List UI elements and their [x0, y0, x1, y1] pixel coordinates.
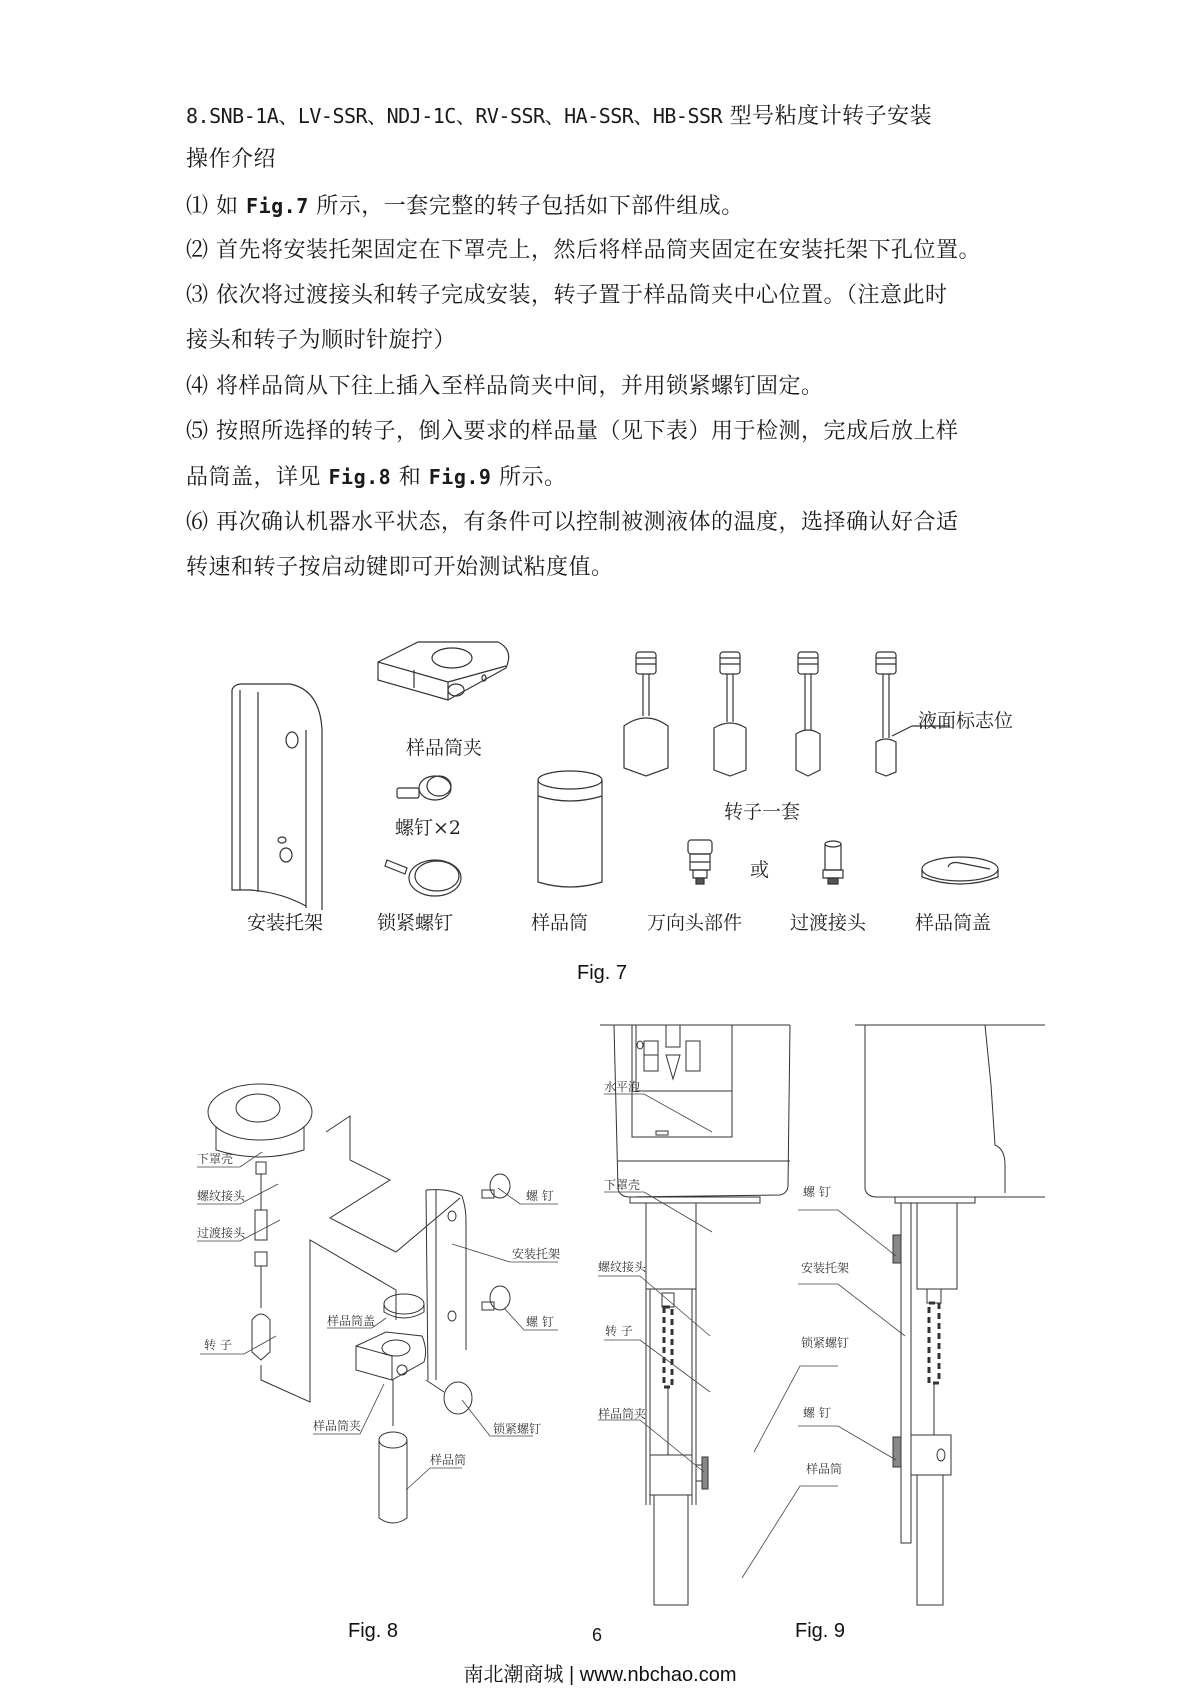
fig-ref: Fig.7 — [246, 194, 309, 218]
fig8-label-cup-lid: 样品筒盖 — [327, 1314, 376, 1328]
fig9-label-thread-joint: 螺纹接头 — [598, 1260, 647, 1274]
fig9-label-level-bubble: 水平泡 — [604, 1080, 641, 1094]
step-1: ⑴ 如 Fig.7 所示，一套完整的转子包括如下部件组成。 — [186, 194, 744, 219]
fig8-caption: Fig. 8 — [348, 1620, 399, 1642]
fig8-label-screw-top: 螺 钉 — [526, 1189, 554, 1203]
fig9-caption: Fig. 9 — [795, 1620, 846, 1642]
site-footer: 南北潮商城 | www.nbchao.com — [463, 1664, 737, 1686]
fig9-label-rotor: 转 子 — [605, 1324, 633, 1338]
step-3: ⑶ 依次将过渡接头和转子完成安装，转子置于样品筒夹中心位置。（注意此时 — [186, 283, 948, 308]
label-bracket: 安装托架 — [247, 912, 324, 934]
section-heading-cont: 操作介绍 — [186, 147, 277, 172]
label-cup: 样品筒 — [531, 912, 589, 934]
label-lock-screw: 锁紧螺钉 — [377, 912, 454, 934]
fig8-label-lower-cover: 下罩壳 — [197, 1152, 234, 1166]
label-clamp: 样品筒夹 — [406, 737, 483, 759]
fig-ref: Fig.8 — [328, 465, 392, 489]
model-list: SNB-1A、LV-SSR、NDJ-1C、RV-SSR、HA-SSR、HB-SSR — [209, 104, 723, 128]
label-rotor-set: 转子一套 — [724, 801, 801, 823]
fig9-label-lock-screw: 锁紧螺钉 — [801, 1336, 850, 1350]
fig8-label-clamp: 样品筒夹 — [313, 1419, 362, 1433]
label-screw-x2: 螺钉×2 — [395, 817, 462, 839]
fig9-label-screw-bottom: 螺 钉 — [803, 1406, 831, 1420]
fig9-label-screw-top: 螺 钉 — [803, 1185, 831, 1199]
step-4: ⑷ 将样品筒从下往上插入至样品筒夹中间，并用锁紧螺钉固定。 — [186, 374, 824, 399]
fig8-label-cup: 样品筒 — [430, 1453, 467, 1467]
fig8-label-thread-joint: 螺纹接头 — [197, 1189, 246, 1203]
page-number: 6 — [592, 1625, 603, 1645]
step-2: ⑵ 首先将安装托架固定在下罩壳上，然后将样品筒夹固定在安装托架下孔位置。 — [186, 238, 982, 263]
fig9-label-lower-cover: 下罩壳 — [604, 1178, 641, 1192]
fig8-label-lock-screw: 锁紧螺钉 — [493, 1422, 542, 1436]
step-6: ⑹ 再次确认机器水平状态，有条件可以控制被测液体的温度，选择确认好合适 — [186, 510, 959, 535]
step-5-cont: 品筒盖，详见 Fig.8 和 Fig.9 所示。 — [186, 465, 567, 490]
fig9-label-bracket: 安装托架 — [801, 1261, 850, 1275]
step-3-cont: 接头和转子为顺时针旋拧） — [186, 328, 457, 353]
step-5: ⑸ 按照所选择的转子，倒入要求的样品量（见下表）用于检测，完成后放上样 — [186, 419, 959, 444]
label-cup-lid: 样品筒盖 — [915, 912, 992, 934]
label-liquid-mark: 液面标志位 — [918, 710, 1014, 732]
label-or: 或 — [750, 859, 770, 881]
label-universal-joint: 万向头部件 — [647, 912, 743, 934]
label-adapter: 过渡接头 — [790, 912, 867, 934]
fig9-label-clamp: 样品筒夹 — [598, 1407, 647, 1421]
fig8-label-screw-mid: 螺 钉 — [526, 1315, 554, 1329]
fig-ref: Fig.9 — [428, 465, 492, 489]
fig8-label-rotor: 转 子 — [204, 1338, 232, 1352]
fig7-caption: Fig. 7 — [577, 962, 628, 984]
fig8-label-bracket: 安装托架 — [512, 1247, 561, 1261]
step-6-cont: 转速和转子按启动键即可开始测试粘度值。 — [186, 555, 614, 580]
fig9-label-cup: 样品筒 — [806, 1462, 843, 1476]
fig8-label-adapter: 过渡接头 — [197, 1226, 246, 1240]
section-heading: 8.SNB-1A、LV-SSR、NDJ-1C、RV-SSR、HA-SSR、HB-SSR 型号粘度计转子安装 — [186, 104, 933, 129]
